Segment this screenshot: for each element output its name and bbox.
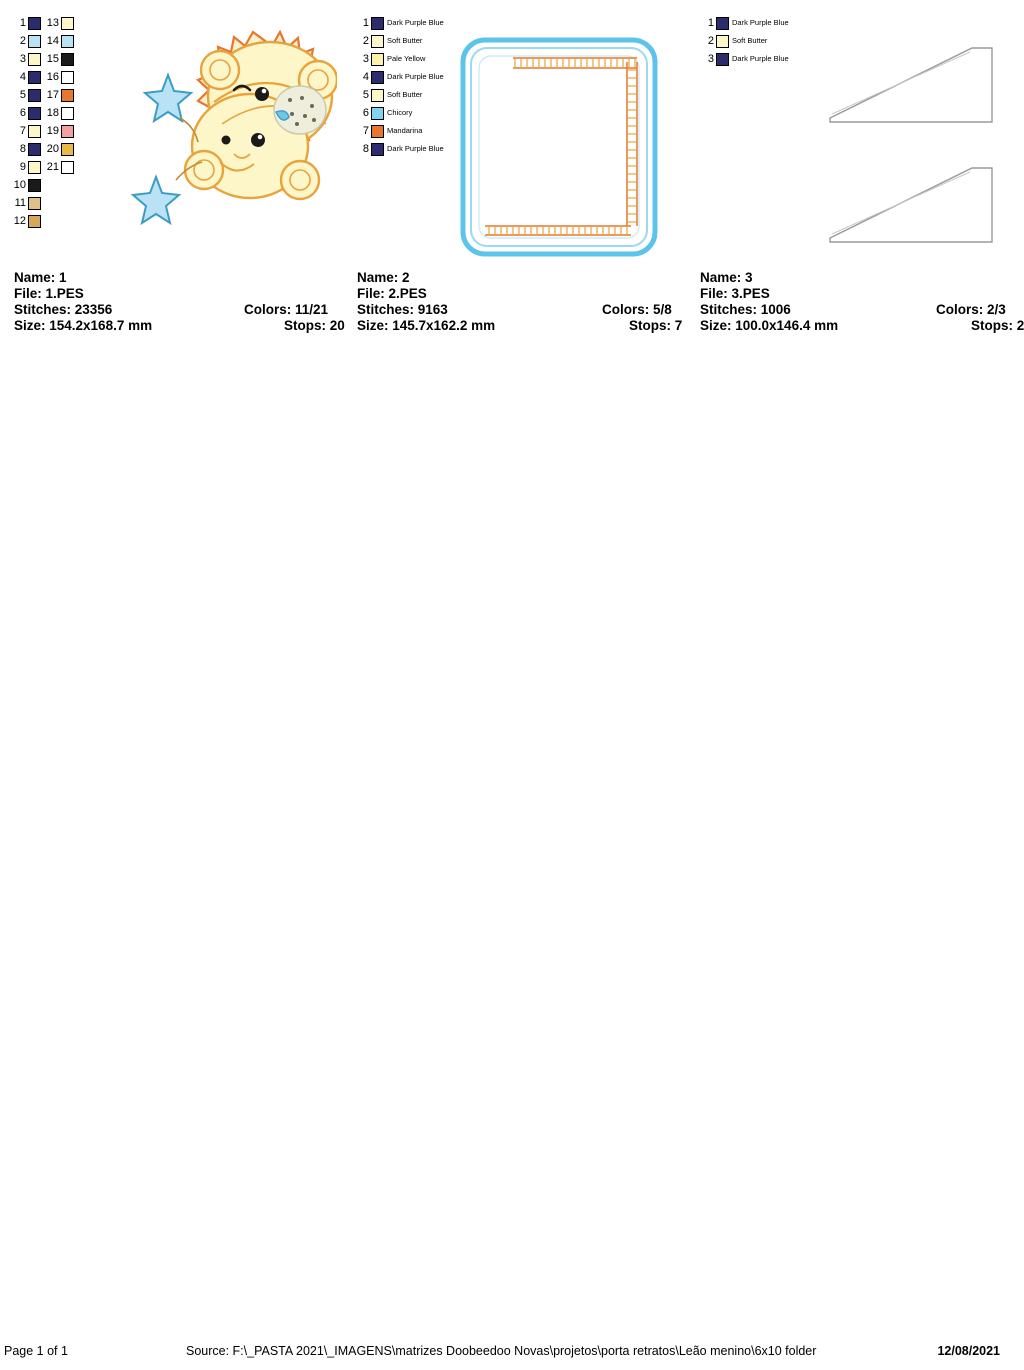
design-stitches-3: Stitches: 1006 xyxy=(700,302,791,317)
thread-color-name: Soft Butter xyxy=(387,36,423,46)
legend-index: 21 xyxy=(46,160,59,173)
design-info-2 xyxy=(357,270,687,334)
legend-row xyxy=(12,32,41,50)
legend-row xyxy=(12,122,41,140)
thread-color-name: Pale Yellow xyxy=(387,54,426,64)
legend-row xyxy=(45,14,74,32)
color-swatch xyxy=(371,143,384,156)
thread-color-name: Dark Purple Blue xyxy=(387,18,444,28)
footer-date: 12/08/2021 xyxy=(937,1344,1000,1358)
design-size-2: Size: 145.7x162.2 mm xyxy=(357,318,496,333)
color-swatch xyxy=(28,179,41,192)
thread-color-name: Soft Butter xyxy=(732,36,768,46)
page-footer xyxy=(0,1344,1024,1360)
legend-index: 19 xyxy=(46,124,59,137)
color-legend-3 xyxy=(700,14,793,68)
design-colors-3: Colors: 2/3 xyxy=(936,302,1006,317)
legend-index: 4 xyxy=(19,70,26,83)
legend-index: 3 xyxy=(19,52,26,65)
legend-index: 2 xyxy=(362,34,369,47)
legend-row xyxy=(355,86,444,104)
legend-row xyxy=(355,104,444,122)
legend-index: 2 xyxy=(19,34,26,47)
legend-index: 16 xyxy=(46,70,59,83)
legend-index: 1 xyxy=(707,16,714,29)
design-file-3: File: 3.PES xyxy=(700,286,770,301)
color-swatch xyxy=(371,35,384,48)
thread-color-name: Dark Purple Blue xyxy=(387,72,444,82)
design-name-1: Name: 1 xyxy=(14,270,67,285)
legend-row xyxy=(12,104,41,122)
legend-row xyxy=(700,14,789,32)
design-stitches-1: Stitches: 23356 xyxy=(14,302,113,317)
design-info-1 xyxy=(14,270,344,334)
legend-index: 7 xyxy=(362,124,369,137)
design-stops-1: Stops: 20 xyxy=(284,318,345,333)
color-swatch xyxy=(61,17,74,30)
color-swatch xyxy=(28,53,41,66)
design-name-3: Name: 3 xyxy=(700,270,753,285)
legend-index: 4 xyxy=(362,70,369,83)
legend-row xyxy=(700,50,789,68)
design-colors-2: Colors: 5/8 xyxy=(602,302,672,317)
legend-row xyxy=(700,32,789,50)
legend-index: 5 xyxy=(362,88,369,101)
legend-row xyxy=(355,140,444,158)
design-preview-frame xyxy=(455,30,665,262)
color-swatch xyxy=(61,53,74,66)
legend-row xyxy=(355,50,444,68)
legend-column xyxy=(12,14,41,230)
design-stitches-2: Stitches: 9163 xyxy=(357,302,448,317)
legend-row xyxy=(45,158,74,176)
color-swatch xyxy=(28,107,41,120)
legend-row xyxy=(12,86,41,104)
color-swatch xyxy=(61,143,74,156)
design-stops-2: Stops: 7 xyxy=(629,318,683,333)
legend-column xyxy=(355,14,444,158)
color-swatch xyxy=(371,89,384,102)
color-swatch xyxy=(28,197,41,210)
thread-color-name: Mandarina xyxy=(387,126,423,136)
legend-index: 20 xyxy=(46,142,59,155)
design-stops-3: Stops: 2 xyxy=(971,318,1024,333)
legend-index: 8 xyxy=(362,142,369,155)
thread-color-name: Dark Purple Blue xyxy=(732,54,789,64)
color-swatch xyxy=(61,161,74,174)
color-swatch xyxy=(371,17,384,30)
color-swatch xyxy=(371,107,384,120)
legend-index: 8 xyxy=(19,142,26,155)
color-swatch xyxy=(371,125,384,138)
legend-row xyxy=(12,68,41,86)
color-swatch xyxy=(28,143,41,156)
color-swatch xyxy=(716,17,729,30)
legend-index: 15 xyxy=(46,52,59,65)
legend-index: 10 xyxy=(13,178,26,191)
legend-row xyxy=(12,50,41,68)
color-swatch xyxy=(371,53,384,66)
legend-index: 14 xyxy=(46,34,59,47)
thread-color-name: Dark Purple Blue xyxy=(387,144,444,154)
legend-index: 9 xyxy=(19,160,26,173)
legend-row xyxy=(12,158,41,176)
legend-index: 3 xyxy=(362,52,369,65)
legend-index: 6 xyxy=(362,106,369,119)
legend-row xyxy=(45,140,74,158)
legend-row xyxy=(45,32,74,50)
footer-page-number: Page 1 of 1 xyxy=(4,1344,68,1358)
legend-index: 11 xyxy=(14,196,26,209)
legend-index: 7 xyxy=(19,124,26,137)
design-colors-1: Colors: 11/21 xyxy=(244,302,329,317)
legend-row xyxy=(45,50,74,68)
design-file-1: File: 1.PES xyxy=(14,286,84,301)
color-legend-2 xyxy=(355,14,448,158)
color-swatch xyxy=(61,35,74,48)
color-swatch xyxy=(28,125,41,138)
color-swatch xyxy=(28,17,41,30)
color-swatch xyxy=(61,89,74,102)
legend-index: 12 xyxy=(13,214,26,227)
color-swatch xyxy=(28,71,41,84)
legend-row xyxy=(355,122,444,140)
color-swatch xyxy=(28,161,41,174)
legend-index: 6 xyxy=(19,106,26,119)
legend-row xyxy=(45,122,74,140)
legend-index: 1 xyxy=(19,16,26,29)
legend-index: 2 xyxy=(707,34,714,47)
color-swatch xyxy=(61,71,74,84)
design-file-2: File: 2.PES xyxy=(357,286,427,301)
design-preview-lion xyxy=(122,28,337,258)
thread-color-name: Soft Butter xyxy=(387,90,423,100)
color-swatch xyxy=(716,53,729,66)
legend-row xyxy=(355,68,444,86)
legend-index: 1 xyxy=(362,16,369,29)
legend-row xyxy=(45,86,74,104)
design-preview-pockets xyxy=(820,26,1015,264)
color-legend-1 xyxy=(12,14,78,230)
color-swatch xyxy=(61,125,74,138)
legend-row xyxy=(12,212,41,230)
legend-row xyxy=(12,14,41,32)
legend-row xyxy=(12,140,41,158)
legend-column xyxy=(45,14,74,176)
legend-index: 18 xyxy=(46,106,59,119)
legend-row xyxy=(12,194,41,212)
color-swatch xyxy=(28,89,41,102)
legend-row xyxy=(45,104,74,122)
legend-index: 3 xyxy=(707,52,714,65)
legend-row xyxy=(355,32,444,50)
color-swatch xyxy=(28,215,41,228)
legend-row xyxy=(45,68,74,86)
legend-index: 17 xyxy=(46,88,59,101)
legend-index: 13 xyxy=(46,16,59,29)
footer-source-path: Source: F:\_PASTA 2021\_IMAGENS\matrizes Doobeedoo Novas\projetos\porta retratos\Leão menino\6x10 folder xyxy=(186,1344,817,1358)
color-swatch xyxy=(716,35,729,48)
color-swatch xyxy=(61,107,74,120)
legend-index: 5 xyxy=(19,88,26,101)
thread-color-name: Chicory xyxy=(387,108,413,118)
design-size-1: Size: 154.2x168.7 mm xyxy=(14,318,153,333)
design-size-3: Size: 100.0x146.4 mm xyxy=(700,318,839,333)
design-name-2: Name: 2 xyxy=(357,270,410,285)
legend-row xyxy=(12,176,41,194)
color-swatch xyxy=(28,35,41,48)
color-swatch xyxy=(371,71,384,84)
design-info-3 xyxy=(700,270,1024,334)
legend-column xyxy=(700,14,789,68)
thread-color-name: Dark Purple Blue xyxy=(732,18,789,28)
legend-row xyxy=(355,14,444,32)
